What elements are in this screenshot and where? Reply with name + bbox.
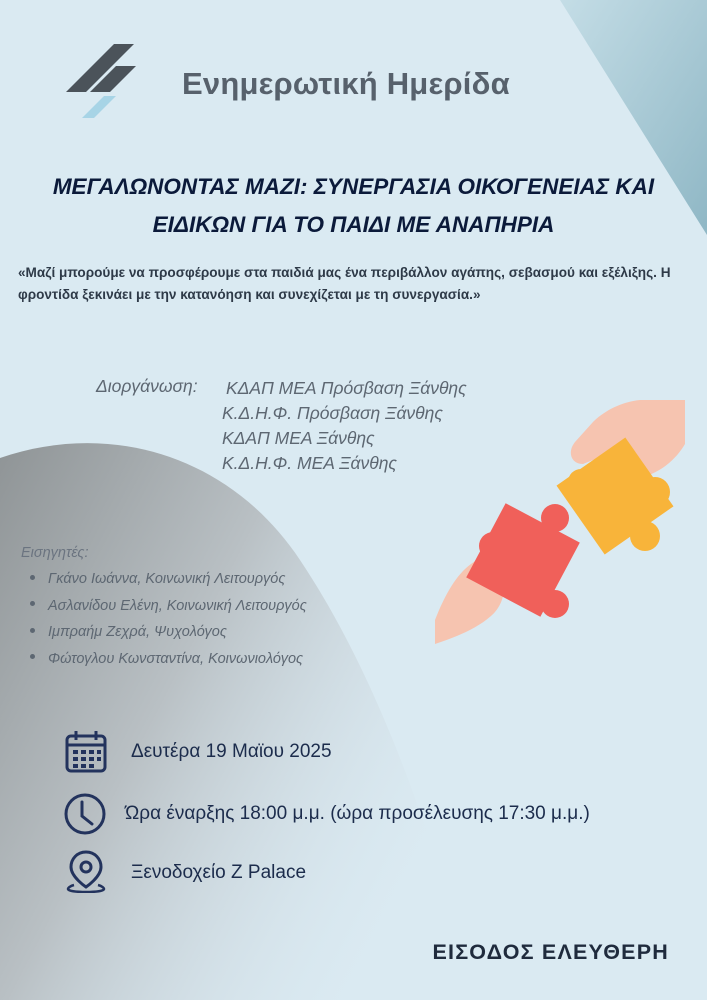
location-pin-icon	[64, 849, 108, 893]
event-venue: Ξενοδοχείο Z Palace	[131, 862, 307, 883]
speaker-item	[30, 648, 307, 675]
speaker-item	[30, 568, 307, 595]
main-title-line-2: ΕΙΔΙΚΩΝ ΓΙΑ ΤΟ ΠΑΙΔΙ ΜΕ ΑΝΑΠΗΡΙΑ	[152, 212, 555, 237]
free-entry-notice: ΕΙΣΟΔΟΣ ΕΛΕΥΘΕΡΗ	[432, 940, 669, 964]
main-title-line-1: ΜΕΓΑΛΩΝΟΝΤΑΣ ΜΑΖΙ: ΣΥΝΕΡΓΑΣΙΑ ΟΙΚΟΓΕΝΕΙΑΣ ΚΑΙ	[52, 174, 655, 199]
organizers-label: Διοργάνωση:	[96, 376, 198, 396]
speakers-label: Εισηγητές:	[21, 545, 89, 561]
speakers-list	[30, 568, 307, 674]
clock-icon	[63, 792, 107, 836]
speaker-item	[30, 621, 307, 648]
organizers-list	[222, 376, 467, 476]
speaker-name: Ιμπραήμ Ζεχρά, Ψυχολόγος	[48, 624, 227, 640]
main-title	[40, 168, 667, 244]
speaker-item	[30, 595, 307, 622]
speaker-name: Ασλανίδου Ελένη, Κοινωνική Λειτουργός	[48, 597, 307, 614]
stacked-arrow-logo-icon	[66, 44, 138, 120]
bullet-icon	[30, 628, 35, 633]
bottom-left-grey-shape	[0, 443, 480, 1000]
quote-text: «Μαζί μπορούμε να προσφέρουμε στα παιδιά μας ένα περιβάλλον αγάπης, σεβασμού και εξέλιξης. Η φροντίδα ξεκινάει με την κατανόηση και συνεχίζεται με τη συνεργασία.»	[18, 265, 671, 302]
speaker-name: Γκάνο Ιωάννα, Κοινωνική Λειτουργός	[48, 571, 286, 587]
bullet-icon	[30, 575, 35, 580]
calendar-icon	[64, 730, 108, 774]
event-date: Δευτέρα 19 Μαϊου 2025	[131, 741, 332, 762]
bullet-icon	[30, 601, 35, 606]
puzzle-hands-illustration	[435, 398, 685, 648]
organizer-item: ΚΔΑΠ ΜΕΑ Πρόσβαση Ξάνθης	[226, 378, 467, 398]
event-type-heading: Ενημερωτική Ημερίδα	[182, 66, 510, 101]
event-time: Ώρα έναρξης 18:00 μ.μ. (ώρα προσέλευσης 17:30 μ.μ.)	[125, 803, 590, 824]
organizer-item: Κ.Δ.Η.Φ. Πρόσβαση Ξάνθης	[222, 403, 443, 423]
organizer-item: Κ.Δ.Η.Φ. ΜΕΑ Ξάνθης	[222, 453, 397, 473]
organizer-item: ΚΔΑΠ ΜΕΑ Ξάνθης	[222, 428, 375, 448]
bullet-icon	[30, 654, 35, 659]
speaker-name: Φώτογλου Κωνσταντίνα, Κοινωνιολόγος	[48, 650, 304, 667]
